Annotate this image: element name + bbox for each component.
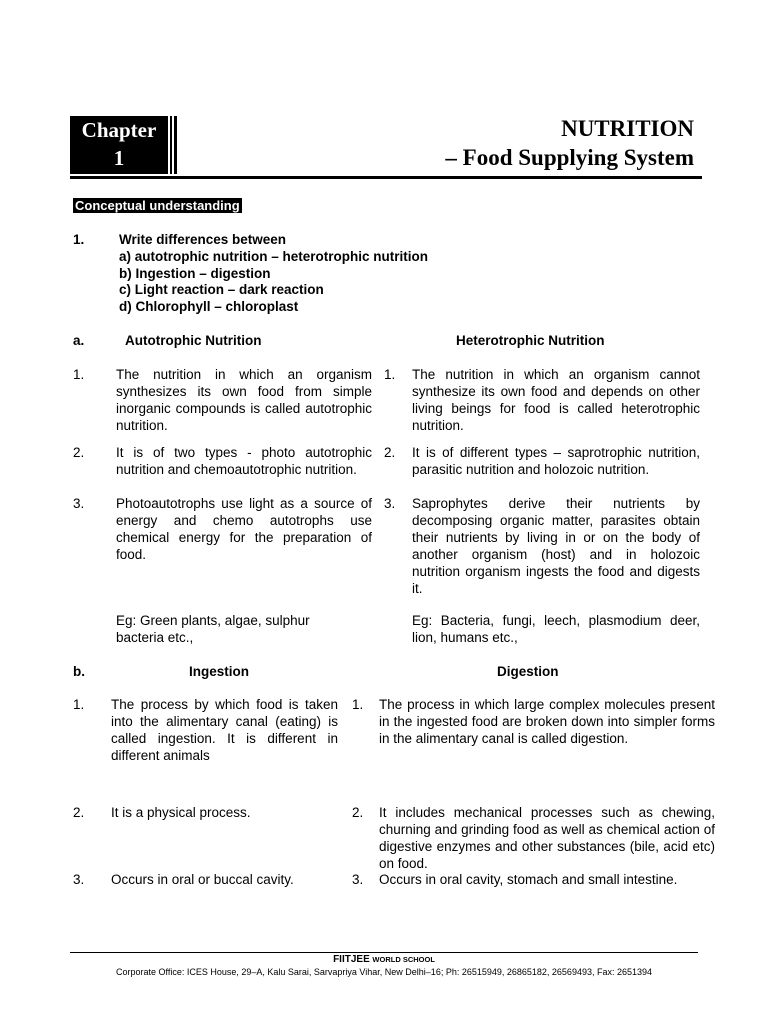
row-number: 3. <box>352 872 364 887</box>
chapter-badge <box>70 116 168 174</box>
part-b-right-cell: It includes mechanical processes such as chewing, churning and grinding food as well as chemical action of digestive enzymes and other substances (bile, acid etc) on food. <box>379 805 715 871</box>
question-line: Write differences between <box>119 232 287 247</box>
page-title: NUTRITION <box>561 116 694 141</box>
row-number: 2. <box>73 445 85 460</box>
title-divider <box>70 176 702 179</box>
part-b-left-cell: It is a physical process. <box>111 805 251 820</box>
row-number: 1. <box>384 367 396 382</box>
part-a-right-cell: The nutrition in which an organism cannot synthesize its own food and depends on other living beings for food is called heterotrophic nutrition. <box>412 367 700 433</box>
part-b-right-cell: The process in which large complex molecules present in the ingested food are broken down into simpler forms in the alimentary canal is called digestion. <box>379 697 715 746</box>
part-a-right-cell: It is of different types – saprotrophic nutrition, parasitic nutrition and holozoic nutrition. <box>412 445 700 477</box>
part-a-left-example: Eg: Green plants, algae, sulphur bacteria etc., <box>116 613 310 645</box>
part-b-left-cell: The process by which food is taken into the alimentary canal (eating) is called ingestion. It is different in different animals <box>111 697 338 763</box>
question-line: c) Light reaction – dark reaction <box>119 282 324 297</box>
part-b-left-header: Ingestion <box>189 664 249 679</box>
page-subtitle: – Food Supplying System <box>445 145 694 170</box>
part-b-label: b. <box>73 664 85 679</box>
row-number: 1. <box>73 367 85 382</box>
chapter-number: 1 <box>113 146 125 170</box>
question-line: d) Chlorophyll – chloroplast <box>119 299 299 314</box>
part-a-left-cell: The nutrition in which an organism synthesizes its own food from simple inorganic compounds is called autotrophic nutrition. <box>116 367 372 433</box>
part-a-right-header: Heterotrophic Nutrition <box>456 333 605 348</box>
part-a-right-cell: Saprophytes derive their nutrients by decomposing organic matter, parasites obtain their nutrients by living in or on the body of another organism (host) and in holozoic nutrition organism ingests the food and digests it. <box>412 496 700 596</box>
question-line: a) autotrophic nutrition – heterotrophic nutrition <box>119 249 428 264</box>
question-line: b) Ingestion – digestion <box>119 266 271 281</box>
footer-divider <box>70 952 698 953</box>
part-b-left-cell: Occurs in oral or buccal cavity. <box>111 872 294 887</box>
footer-school-name <box>0 954 768 965</box>
section-label: Conceptual understanding <box>75 198 240 213</box>
row-number: 3. <box>73 496 85 511</box>
row-number: 2. <box>352 805 364 820</box>
part-b-right-header: Digestion <box>497 664 559 679</box>
row-number: 3. <box>73 872 85 887</box>
row-number: 1. <box>352 697 364 712</box>
row-number: 2. <box>73 805 85 820</box>
part-a-right-example: Eg: Bacteria, fungi, leech, plasmodium deer, lion, humans etc., <box>412 613 700 645</box>
footer-brand: FIITJEE <box>333 954 370 965</box>
part-a-label: a. <box>73 333 85 348</box>
row-number: 2. <box>384 445 396 460</box>
part-a-left-cell: Photoautotrophs use light as a source of energy and chemo autotrophs use chemical energy for the preparation of food. <box>116 496 372 562</box>
part-b-right-cell: Occurs in oral cavity, stomach and small intestine. <box>379 872 678 887</box>
footer-brand-suffix: WORLD SCHOOL <box>372 955 435 964</box>
chapter-label: Chapter <box>81 118 157 142</box>
row-number: 3. <box>384 496 396 511</box>
part-a-left-cell: It is of two types - photo autotrophic nutrition and chemoautotrophic nutrition. <box>116 445 372 477</box>
chapter-bar-decoration <box>170 116 172 174</box>
chapter-bar-decoration <box>174 116 177 174</box>
question-number: 1. <box>73 232 85 247</box>
part-a-left-header: Autotrophic Nutrition <box>125 333 262 348</box>
row-number: 1. <box>73 697 85 712</box>
footer-address: Corporate Office: ICES House, 29–A, Kalu Sarai, Sarvapriya Vihar, New Delhi–16; Ph: 26515949, 26865182, 26569493, Fax: 2651394 <box>115 967 653 977</box>
